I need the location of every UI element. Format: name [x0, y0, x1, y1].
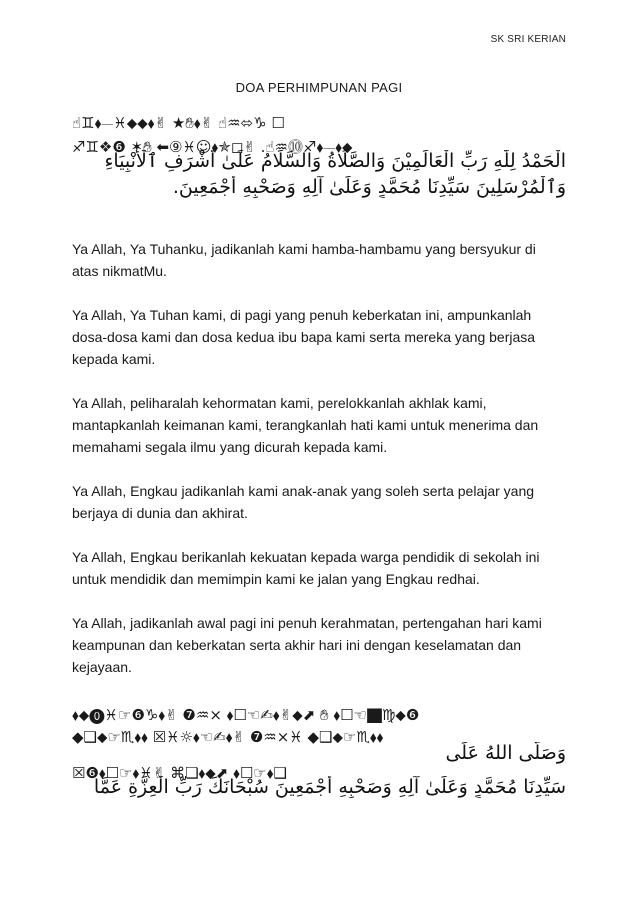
closing-arabic-line-2: سَيِّدِنَا مُحَمَّدٍ وَعَلَىٰ آلِهِ وَصَحْبِهِ أَجْمَعِينَ سُبْحَانَكَ رَبِّ الْعِزَّةِ عَمَّا	[93, 776, 566, 798]
closing-glyph-line-2: ◆︎❑︎⬥︎☞︎♏︎⬧︎⬧︎ ☒︎♓︎☼︎⬧︎☜︎✍︎⬧︎✌︎ ❼♒︎×♓︎ ◆︎❑︎⬥︎☞︎♏︎⬧︎⬧︎	[72, 728, 384, 746]
prayer-paragraph-2: Ya Allah, Ya Tuhan kami, di pagi yang penuh keberkatan ini, ampunkanlah dosa-dosa kami dan dosa kedua ibu bapa kami serta mereka yang berjasa kepada kami.	[72, 307, 536, 367]
prayer-paragraph-6: Ya Allah, jadikanlah awal pagi ini penuh kerahmatan, pertengahan hari kami keampunan dan keberkatan serta akhir hari ini dengan keselamatan dan kejayaan.	[72, 615, 542, 675]
opening-arabic-line-1: الْحَمْدُ لِلّٰهِ رَبِّ الْعَالَمِيْنَ وَالصَّلَاةُ وَالسَّلَامُ عَلَىٰ أَشْرَفِ ٱلْأَنْبِيَاءِ	[104, 150, 566, 172]
opening-glyph-line-2: ♐︎♊︎❖︎❻ ✶︎✋︎ ⬅︎⑨♓︎☺︎⬧︎✯︎◻︎✌︎ .☝︎♒︎⓾♐︎⬧︎⏤︎⬧︎⬥︎	[72, 138, 353, 156]
opening-glyph-line-1: ☝︎♊︎⬧︎⏤︎♓︎⬥︎⬥︎⬧︎✌︎ ★︎✋︎⬧︎✌︎ ☝︎♒︎⬄︎♑︎ ☐︎	[72, 114, 285, 132]
page-title: DOA PERHIMPUNAN PAGI	[235, 80, 403, 95]
closing-arabic-line-1: وَصَلَّى اللهُ عَلَى	[445, 742, 566, 764]
prayer-body	[72, 238, 566, 700]
prayer-paragraph-4: Ya Allah, Engkau jadikanlah kami anak-anak yang soleh serta pelajar yang berjaya di dunia dan akhirat.	[72, 483, 535, 521]
prayer-paragraph-3: Ya Allah, peliharalah kehormatan kami, perelokkanlah akhlak kami, mantapkanlah keimanan kami, terangkanlah hati kami untuk menerima dan memahami segala ilmu yang dicurah kepada kami.	[72, 395, 539, 455]
school-header: SK SRI KERIAN	[490, 34, 566, 45]
closing-glyph-line-3: ☒︎❻⬧︎☐︎☞︎⬧︎♓︎✌︎ ⌘︎❏︎⬧︎⬥︎⬈︎ ⬧︎☐︎☞︎⬧︎❑︎	[72, 764, 287, 782]
opening-arabic-line-2: وَٱلْمُرْسَلِينَ سَيِّدِنَا مُحَمَّدٍ وَعَلَىٰ آلِهِ وَصَحْبِهِ أَجْمَعِينَ.	[172, 176, 566, 198]
closing-glyph-line-1: ⬧︎⬥︎⓿♓︎☞︎❻♑︎⬧︎✌︎ ❼♒︎× ⬧︎☐︎☜︎✍︎⬧︎✌︎⬥︎⬈︎ ✋︎ ⬧︎☐︎☜︎⬛︎♍︎⬥︎❻	[72, 706, 420, 724]
prayer-paragraph-5: Ya Allah, Engkau berikanlah kekuatan kepada warga pendidik di sekolah ini untuk mendidik dan memimpin kami ke jalan yang Engkau redhai.	[72, 549, 540, 587]
prayer-paragraph-1: Ya Allah, Ya Tuhanku, jadikanlah kami hamba-hambamu yang bersyukur di atas nikmatMu.	[72, 241, 536, 279]
